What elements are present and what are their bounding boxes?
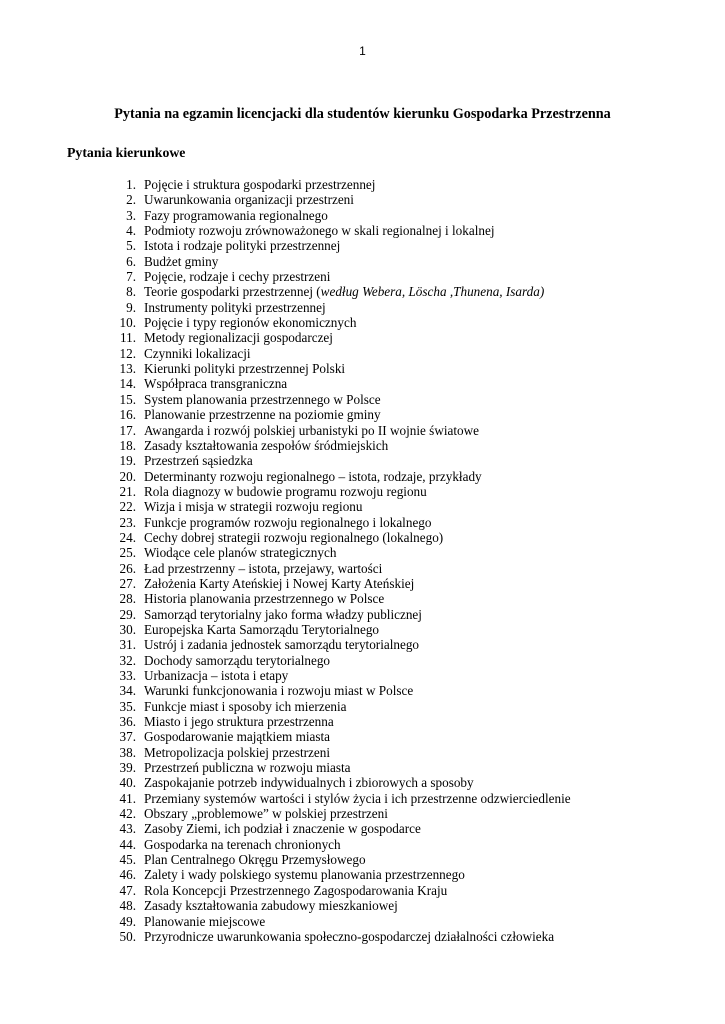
question-number: 30.: [119, 621, 136, 637]
question-text-main: Założenia Karty Ateńskiej i Nowej Karty Ateńskiej: [144, 575, 415, 591]
question-text: [144, 668, 288, 683]
question-item: [0, 545, 725, 560]
question-number: 38.: [119, 744, 136, 760]
question-text-main: Dochody samorządu terytorialnego: [144, 652, 331, 668]
question-item: [0, 791, 725, 806]
question-item: [0, 914, 725, 929]
question-number: 37.: [119, 729, 136, 745]
page-number: 1: [359, 44, 366, 58]
question-item: [0, 254, 725, 269]
question-number: 27.: [119, 575, 136, 591]
question-item: [0, 423, 725, 438]
question-number: 12.: [119, 345, 136, 361]
question-item: [0, 469, 725, 484]
question-text-main: Gospodarowanie majątkiem miasta: [144, 729, 331, 745]
question-number: 15.: [119, 391, 136, 407]
question-item: [0, 745, 725, 760]
question-item: [0, 898, 725, 913]
question-text: [144, 653, 330, 668]
question-text-italic: według Webera, Löscha ,Thunena, Isarda): [320, 284, 545, 300]
question-number: 41.: [119, 790, 136, 806]
question-item: [0, 392, 725, 407]
question-text-main: Miasto i jego struktura przestrzenna: [144, 714, 334, 730]
question-item: [0, 407, 725, 422]
question-number: 47.: [119, 882, 136, 898]
question-text: [144, 254, 218, 269]
question-text: [144, 300, 326, 315]
question-item: [0, 683, 725, 698]
question-number: 16.: [119, 407, 136, 423]
question-number: 20.: [119, 468, 136, 484]
question-text-main: Przyrodnicze uwarunkowania społeczno-gospodarczej działalności człowieka: [144, 928, 555, 944]
question-number: 45.: [119, 852, 136, 868]
question-item: [0, 223, 725, 238]
question-number: 40.: [119, 775, 136, 791]
question-item: [0, 453, 725, 468]
question-item: [0, 269, 725, 284]
question-text-main: System planowania przestrzennego w Polsce: [144, 391, 381, 407]
question-item: [0, 530, 725, 545]
question-text: [144, 407, 381, 422]
question-text-main: Zasady kształtowania zespołów śródmiejskich: [144, 437, 389, 453]
question-text: [144, 729, 330, 744]
question-item: [0, 699, 725, 714]
question-text-main: Plan Centralnego Okręgu Przemysłowego: [144, 852, 366, 868]
question-number: 44.: [119, 836, 136, 852]
question-text: [144, 791, 571, 806]
question-text-main: Historia planowania przestrzennego w Polsce: [144, 591, 385, 607]
question-text: [144, 438, 388, 453]
question-number: 5.: [126, 238, 136, 254]
question-number: 3.: [126, 207, 136, 223]
question-text: [144, 745, 330, 760]
question-text-main: Zaspokajanie potrzeb indywidualnych i zbiorowych a sposoby: [144, 775, 474, 791]
question-text: [144, 545, 336, 560]
question-item: [0, 192, 725, 207]
question-number: 43.: [119, 821, 136, 837]
question-text: [144, 699, 347, 714]
question-text: [144, 837, 341, 852]
question-item: [0, 499, 725, 514]
question-text-main: Funkcje miast i sposoby ich mierzenia: [144, 698, 347, 714]
question-item: [0, 361, 725, 376]
question-text: [144, 806, 388, 821]
question-text: [144, 883, 447, 898]
section-heading: Pytania kierunkowe: [67, 145, 186, 160]
question-number: 49.: [119, 913, 136, 929]
question-number: 17.: [119, 422, 136, 438]
question-number: 19.: [119, 453, 136, 469]
question-number: 21.: [119, 483, 136, 499]
question-text-main: Funkcje programów rozwoju regionalnego i lokalnego: [144, 514, 432, 530]
question-text-main: Samorząd terytorialny jako forma władzy publicznej: [144, 606, 422, 622]
question-text: [144, 607, 422, 622]
question-text-main: Instrumenty polityki przestrzennej: [144, 299, 326, 315]
question-text: [144, 622, 379, 637]
question-text-main: Uwarunkowania organizacji przestrzeni: [144, 192, 354, 208]
question-number: 48.: [119, 898, 136, 914]
question-text-main: Zasady kształtowania zabudowy mieszkaniowej: [144, 898, 398, 914]
question-item: [0, 622, 725, 637]
question-number: 11.: [120, 330, 136, 346]
question-text-main: Obszary „problemowe” w polskiej przestrzeni: [144, 806, 388, 822]
question-text-main: Europejska Karta Samorządu Terytorialnego: [144, 621, 380, 637]
question-item: [0, 821, 725, 836]
question-text: [144, 515, 432, 530]
question-number: 13.: [119, 361, 136, 377]
question-number: 33.: [119, 668, 136, 683]
question-text-main: Metropolizacja polskiej przestrzeni: [144, 744, 331, 760]
question-text: [144, 269, 330, 284]
question-number: 42.: [119, 806, 136, 822]
question-text-main: Urbanizacja – istota i etapy: [144, 668, 289, 683]
question-text-main: Wizja i misja w strategii rozwoju regionu: [144, 499, 363, 515]
question-item: [0, 346, 725, 361]
question-text: [144, 208, 328, 223]
question-text: [144, 591, 384, 606]
question-number: 8.: [126, 284, 136, 300]
question-number: 10.: [119, 315, 136, 331]
question-text: [144, 775, 474, 790]
question-item: [0, 376, 725, 391]
question-text-main: Warunki funkcjonowania i rozwoju miast w Polsce: [144, 683, 414, 699]
question-text-main: Podmioty rozwoju zrównoważonego w skali regionalnej i lokalnej: [144, 223, 495, 239]
question-text-main: Metody regionalizacji gospodarczej: [144, 330, 333, 346]
question-text: [144, 683, 413, 698]
question-text: [144, 238, 340, 253]
question-item: [0, 315, 725, 330]
question-text-main: Kierunki polityki przestrzennej Polski: [144, 361, 346, 377]
question-text: [144, 346, 251, 361]
question-text: [144, 177, 375, 192]
question-text: [144, 192, 354, 207]
question-item: [0, 867, 725, 882]
question-text: [144, 361, 345, 376]
question-text: [144, 867, 465, 882]
question-item: [0, 177, 725, 192]
question-number: 1.: [126, 177, 136, 192]
question-item: [0, 561, 725, 576]
question-text-main: Ustrój i zadania jednostek samorządu terytorialnego: [144, 637, 420, 653]
question-text: [144, 929, 554, 944]
question-text-main: Przemiany systemów wartości i stylów życia i ich przestrzenne odzwierciedlenie: [144, 790, 571, 806]
question-number: 31.: [119, 637, 136, 653]
question-number: 2.: [126, 192, 136, 208]
question-text: [144, 760, 351, 775]
question-item: [0, 883, 725, 898]
question-number: 25.: [119, 545, 136, 561]
question-text: [144, 561, 382, 576]
question-item: [0, 714, 725, 729]
question-text-main: Istota i rodzaje polityki przestrzennej: [144, 238, 341, 254]
question-text-main: Teorie gospodarki przestrzennej (: [144, 284, 321, 300]
question-item: [0, 238, 725, 253]
question-text: [144, 330, 333, 345]
question-number: 14.: [119, 376, 136, 392]
question-number: 18.: [119, 437, 136, 453]
question-text-main: Budżet gminy: [144, 253, 219, 269]
question-number: 26.: [119, 560, 136, 576]
question-text: [144, 315, 356, 330]
question-number: 24.: [119, 529, 136, 545]
question-item: [0, 330, 725, 345]
question-text-main: Fazy programowania regionalnego: [144, 207, 328, 223]
question-number: 36.: [119, 714, 136, 730]
question-text: [144, 637, 419, 652]
question-text-main: Współpraca transgraniczna: [144, 376, 288, 392]
question-text: [144, 821, 421, 836]
question-item: [0, 208, 725, 223]
question-text-main: Cechy dobrej strategii rozwoju regionalnego (lokalnego): [144, 529, 444, 545]
question-text-main: Planowanie miejscowe: [144, 913, 266, 929]
question-text-main: Planowanie przestrzenne na poziomie gminy: [144, 407, 381, 423]
question-text-main: Zalety i wady polskiego systemu planowania przestrzennego: [144, 867, 465, 883]
question-number: 28.: [119, 591, 136, 607]
question-item: [0, 637, 725, 652]
question-text-main: Pojęcie i typy regionów ekonomicznych: [144, 315, 357, 331]
question-text: [144, 714, 334, 729]
question-text-main: Wiodące cele planów strategicznych: [144, 545, 337, 561]
question-number: 50.: [119, 928, 136, 944]
question-text-main: Rola Koncepcji Przestrzennego Zagospodarowania Kraju: [144, 882, 448, 898]
question-number: 9.: [126, 299, 136, 315]
question-text: [144, 392, 381, 407]
question-text-main: Rola diagnozy w budowie programu rozwoju regionu: [144, 483, 427, 499]
question-item: [0, 591, 725, 606]
question-item: [0, 576, 725, 591]
question-item: [0, 607, 725, 622]
question-item: [0, 438, 725, 453]
question-number: 35.: [119, 698, 136, 714]
question-text: [144, 423, 479, 438]
question-text: [144, 898, 398, 913]
question-item: [0, 837, 725, 852]
question-number: 39.: [119, 760, 136, 776]
question-item: [0, 775, 725, 790]
question-item: [0, 668, 725, 683]
question-text: [144, 576, 414, 591]
question-item: [0, 760, 725, 775]
question-number: 4.: [126, 223, 136, 239]
question-text-main: Pojęcie i struktura gospodarki przestrzennej: [144, 177, 376, 192]
document-title: Pytania na egzamin licencjacki dla studentów kierunku Gospodarka Przestrzenna: [114, 106, 611, 122]
question-text: [144, 376, 287, 391]
question-text-main: Przestrzeń sąsiedzka: [144, 453, 253, 469]
question-text-main: Gospodarka na terenach chronionych: [144, 836, 341, 852]
question-item: [0, 929, 725, 944]
question-text: [144, 223, 495, 238]
question-text-main: Awangarda i rozwój polskiej urbanistyki po II wojnie światowe: [144, 422, 479, 438]
question-number: 23.: [119, 514, 136, 530]
question-item: [0, 484, 725, 499]
question-item: [0, 653, 725, 668]
question-text: [144, 852, 366, 867]
question-text: [144, 484, 427, 499]
question-text: [144, 284, 544, 299]
question-text-main: Pojęcie, rodzaje i cechy przestrzeni: [144, 269, 331, 285]
question-item: [0, 515, 725, 530]
question-number: 46.: [119, 867, 136, 883]
question-item: [0, 729, 725, 744]
question-text-main: Przestrzeń publiczna w rozwoju miasta: [144, 760, 351, 776]
question-number: 32.: [119, 652, 136, 668]
question-item: [0, 300, 725, 315]
question-text-main: Zasoby Ziemi, ich podział i znaczenie w gospodarce: [144, 821, 421, 837]
question-text: [144, 469, 482, 484]
question-text: [144, 530, 443, 545]
question-number: 34.: [119, 683, 136, 699]
question-text-main: Determinanty rozwoju regionalnego – istota, rodzaje, przykłady: [144, 468, 482, 484]
question-number: 22.: [119, 499, 136, 515]
question-text: [144, 453, 253, 468]
question-list: [0, 177, 725, 944]
question-text: [144, 499, 362, 514]
question-text-main: Czynniki lokalizacji: [144, 345, 251, 361]
question-item: [0, 806, 725, 821]
question-number: 7.: [126, 269, 136, 285]
question-item: [0, 852, 725, 867]
question-item: [0, 284, 725, 299]
question-text: [144, 914, 265, 929]
question-number: 29.: [119, 606, 136, 622]
question-number: 6.: [126, 253, 136, 269]
question-text-main: Ład przestrzenny – istota, przejawy, wartości: [144, 560, 383, 576]
